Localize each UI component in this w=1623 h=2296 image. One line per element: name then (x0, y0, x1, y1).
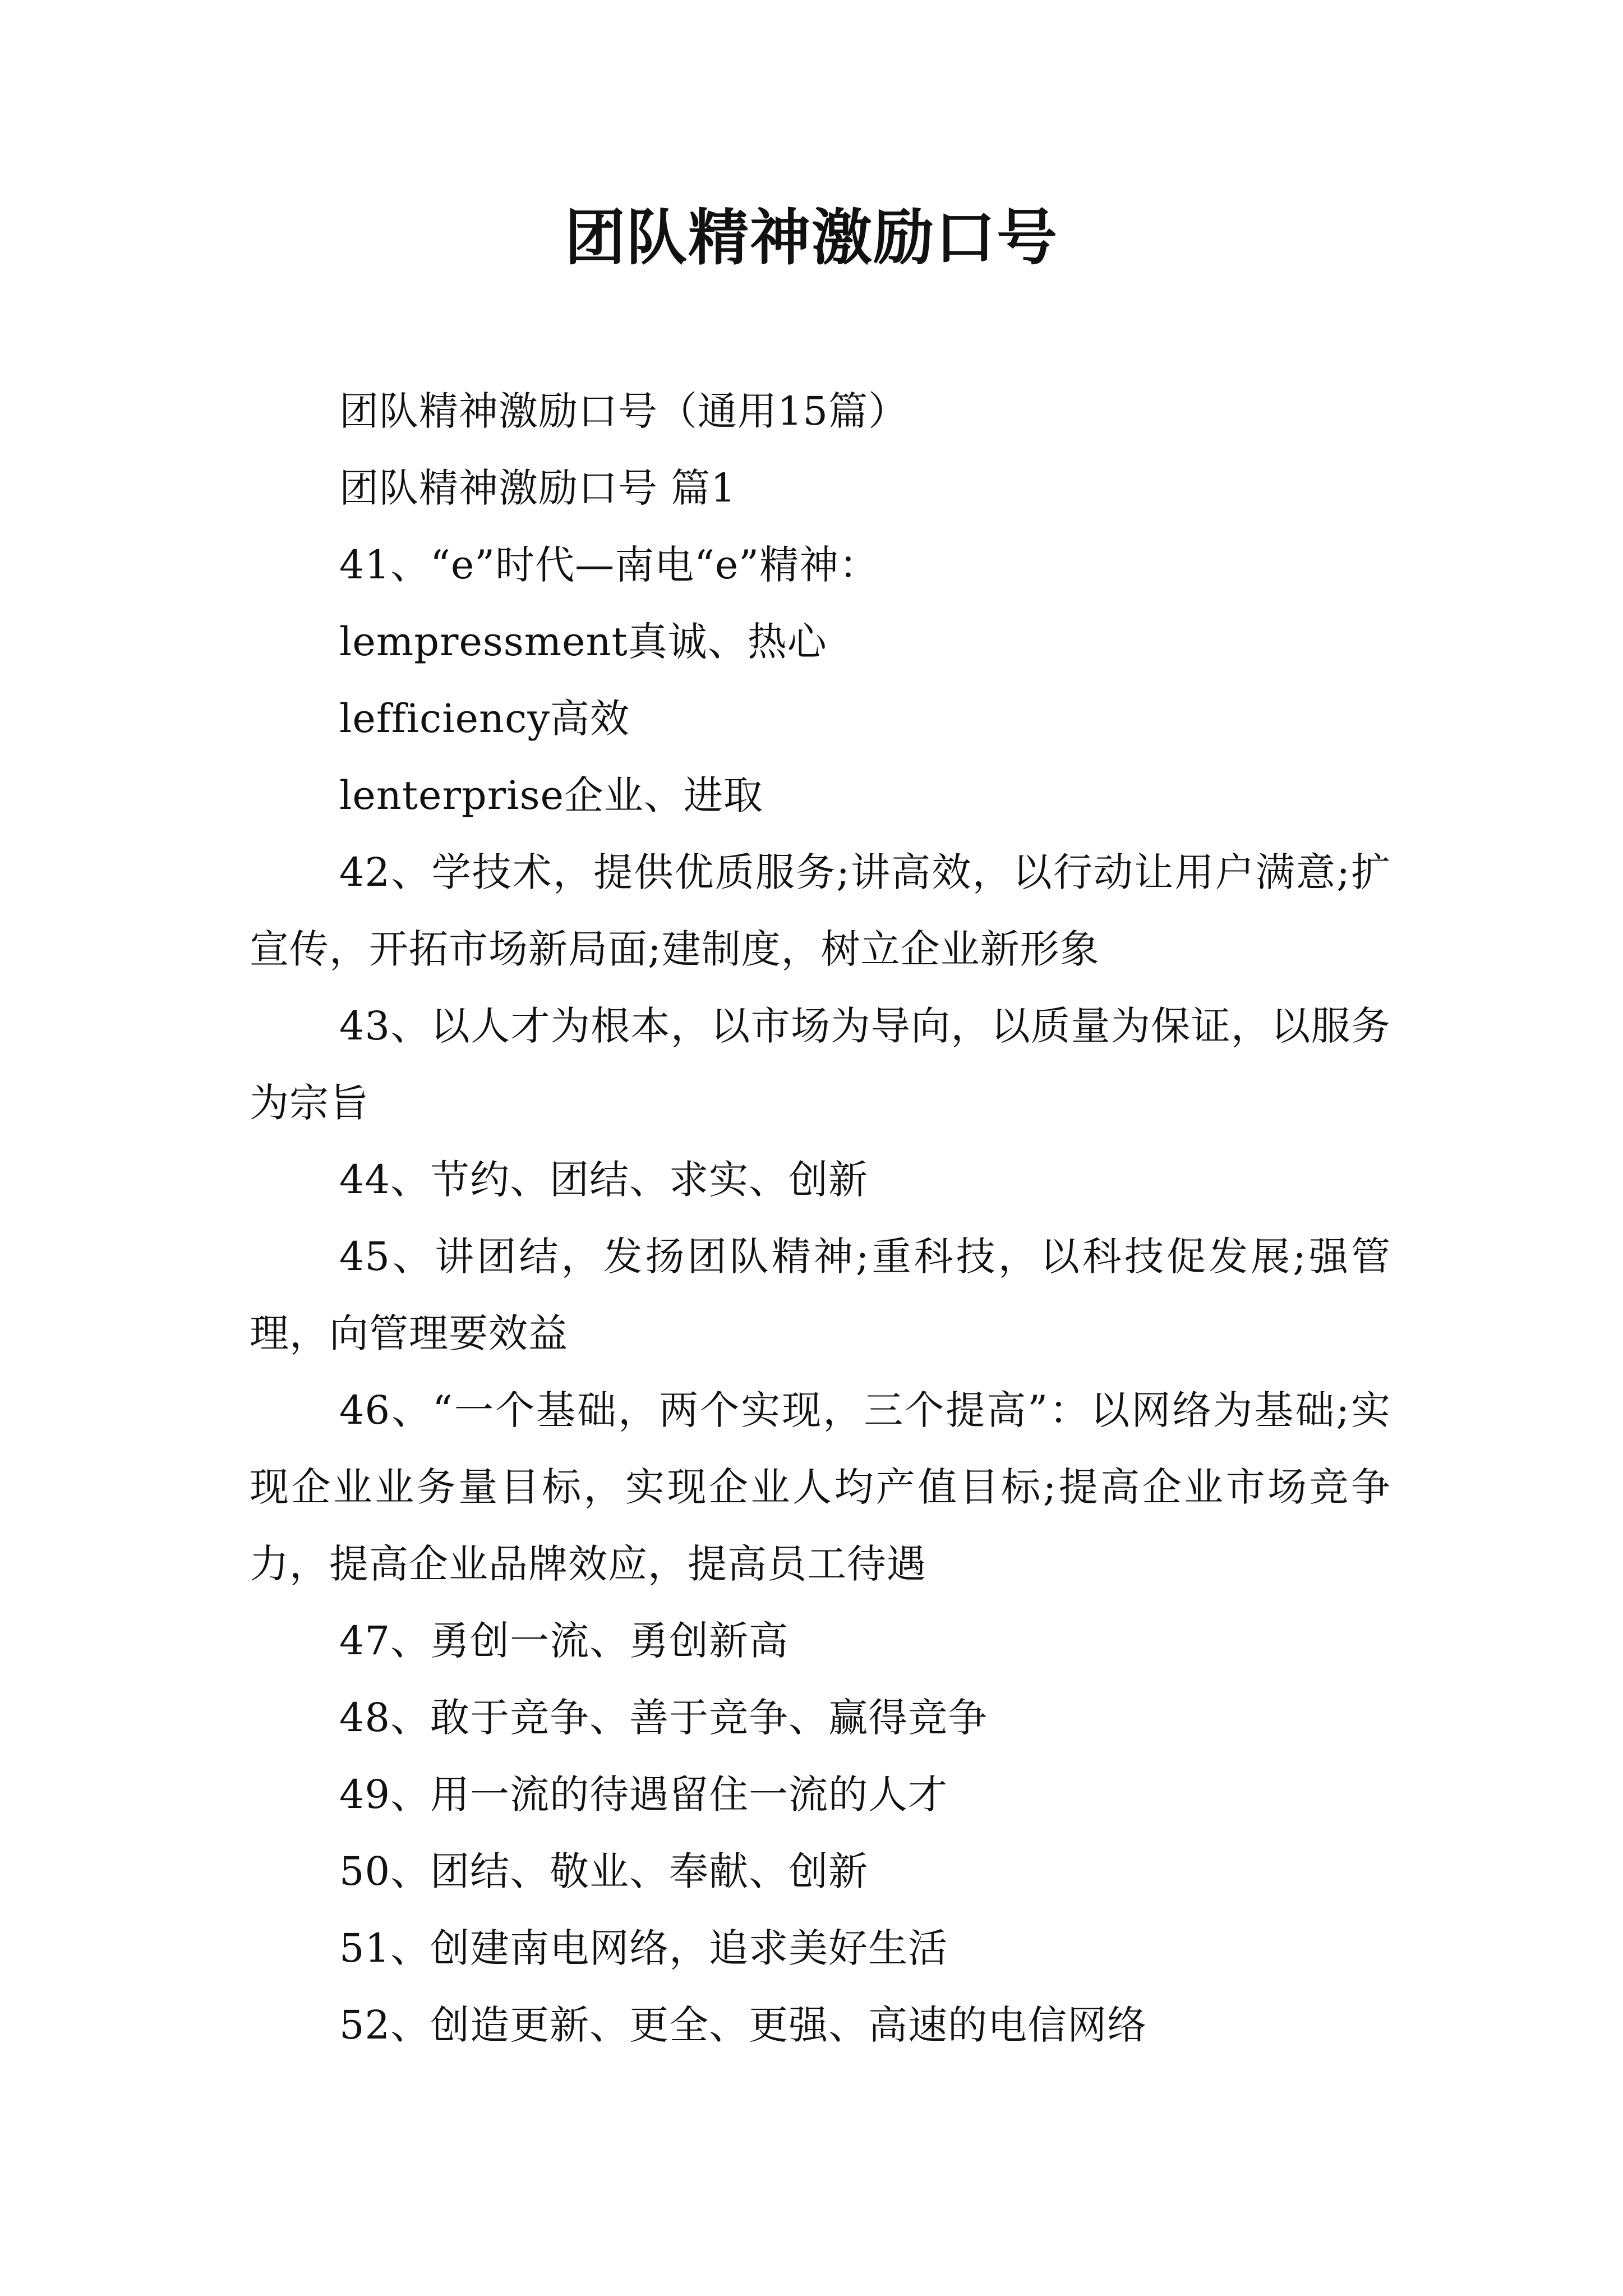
paragraph-slogan-41: 41、“e”时代—南电“e”精神： (339, 542, 879, 588)
paragraph-slogan-42: 42、学技术，提供优质服务;讲高效，以行动让用户满意;扩宣传，开拓市场新局面;建制度，树立企业新形象 (250, 849, 1391, 972)
paragraph-enterprise: lenterprise企业、进取 (339, 772, 763, 818)
paragraph-subtitle: 团队精神激励口号（通用15篇） (339, 388, 909, 434)
paragraph-slogan-48: 48、敢于竞争、善于竞争、赢得竞争 (339, 1695, 988, 1741)
paragraph-section-heading: 团队精神激励口号 篇1 (339, 465, 736, 511)
paragraph-slogan-50: 50、团结、敬业、奉献、创新 (339, 1848, 869, 1894)
paragraph-efficiency: lefficiency高效 (339, 696, 630, 742)
paragraph-slogan-46: 46、“一个基础，两个实现，三个提高”：以网络为基础;实现企业业务量目标，实现企业人均产值目标;提高企业市场竞争力，提高企业品牌效应，提高员工待遇 (250, 1387, 1391, 1587)
paragraph-slogan-52: 52、创造更新、更全、更强、高速的电信网络 (339, 2002, 1147, 2048)
paragraph-slogan-51: 51、创建南电网络，追求美好生活 (339, 1925, 948, 1971)
document-title: 团队精神激励口号 (564, 203, 1058, 273)
paragraph-slogan-47: 47、勇创一流、勇创新高 (339, 1618, 789, 1664)
paragraph-slogan-49: 49、用一流的待遇留住一流的人才 (339, 1772, 948, 1818)
paragraph-empressment: lempressment真诚、热心 (339, 619, 827, 665)
paragraph-slogan-43: 43、以人才为根本，以市场为导向，以质量为保证，以服务为宗旨 (250, 1003, 1391, 1126)
paragraph-slogan-45: 45、讲团结，发扬团队精神;重科技，以科技促发展;强管理，向管理要效益 (250, 1234, 1391, 1356)
paragraph-slogan-44: 44、节约、团结、求实、创新 (339, 1157, 869, 1203)
document-body (250, 373, 1391, 2064)
